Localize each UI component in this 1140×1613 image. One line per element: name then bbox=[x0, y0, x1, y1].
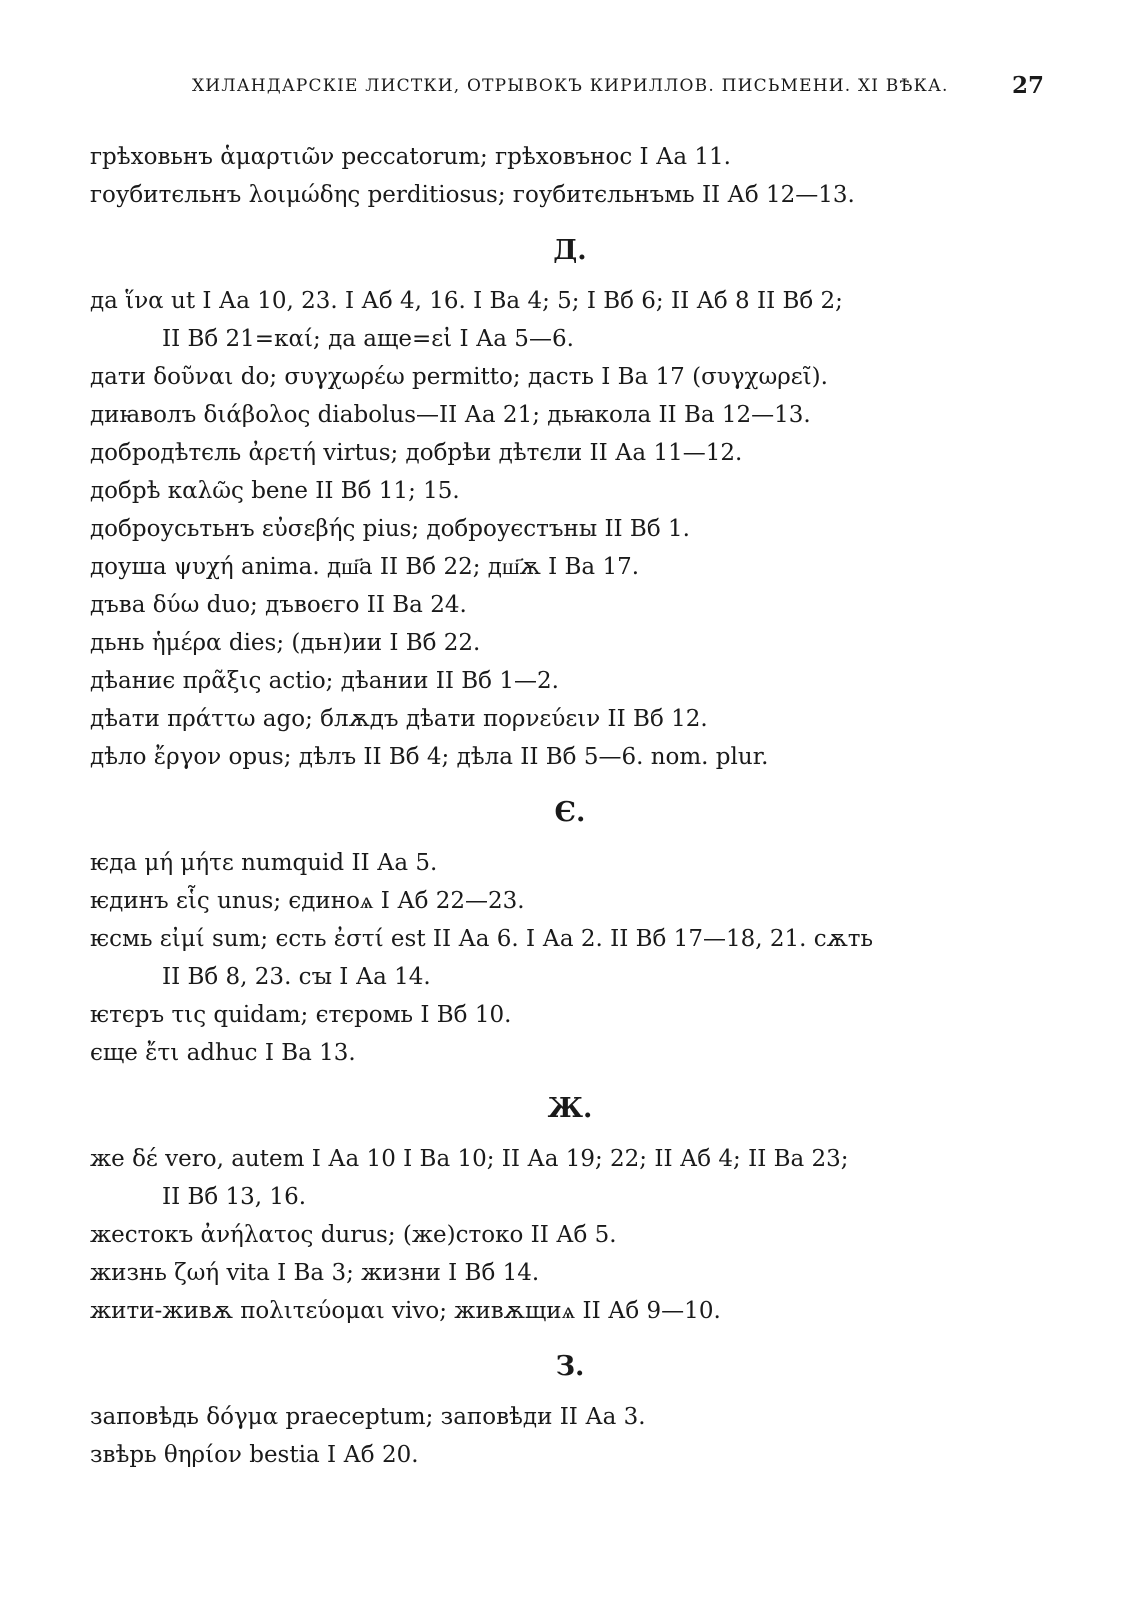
entry-line: диꙗволъ διάβολος diabolus—II Аа 21; дьꙗкола II Ва 12—13. bbox=[90, 402, 811, 428]
entry-line: да ἵνα ut I Аа 10, 23. I Аб 4, 16. I Ва 4; 5; I Вб 6; II Аб 8 II Вб 2; bbox=[90, 288, 843, 314]
entry-line: ѥсмь εἰμί sum; єсть ἐστί est II Аа 6. I Аа 2. II Вб 17—18, 21. сѫть bbox=[90, 926, 874, 952]
entry-line: дѣло ἔργον opus; дѣлъ II Вб 4; дѣла II Вб 5—6. nom. plur. bbox=[90, 744, 769, 770]
entry-line: єще ἔτι adhuc I Ва 13. bbox=[90, 1040, 356, 1066]
section-letter-ye: Є. bbox=[554, 797, 586, 828]
entry-line: дѣаниє πρᾶξις actio; дѣании II Вб 1—2. bbox=[90, 668, 559, 694]
entry-line: жити-живѫ πολιτεύομαι vivo; живѫщиѧ II Аб 9—10. bbox=[90, 1298, 721, 1324]
entry-line: грѣховьнъ ἁμαρτιῶν peccatorum; грѣховънос I Аа 11. bbox=[90, 144, 731, 170]
section-letter-zh: Ж. bbox=[547, 1093, 593, 1124]
dictionary-body bbox=[90, 138, 1050, 1474]
entry-line: дати δοῦναι do; συγχωρέω permitto; дасть I Ва 17 (συγχωρεῖ). bbox=[90, 364, 828, 390]
entry-line: дьнь ἡμέρα dies; (дьн)ии I Вб 22. bbox=[90, 630, 481, 656]
entry-line: гоубитєльнъ λοιμώδης perditiosus; гоубитєльнъмь II Аб 12—13. bbox=[90, 182, 855, 208]
entry-line: ѥтєръ τις quidam; єтєромь I Вб 10. bbox=[90, 1002, 512, 1028]
entry-line: заповѣдь δόγμα praeceptum; заповѣди II Аа 3. bbox=[90, 1404, 646, 1430]
entry-continuation: II Вб 21=καί; да аще=εἰ I Аа 5—6. bbox=[162, 326, 574, 352]
section-letter-z: З. bbox=[555, 1351, 585, 1382]
page-number: 27 bbox=[1012, 72, 1045, 99]
entry-line: ѥдинъ εἷς unus; єдиноѧ I Аб 22—23. bbox=[90, 888, 525, 914]
entry-line: жестокъ ἀνήλατος durus; (же)стоко II Аб 5. bbox=[90, 1222, 617, 1248]
entry-line: добродѣтєль ἀρετή virtus; добрѣи дѣтєли II Аа 11—12. bbox=[90, 440, 743, 466]
entry-line: же δέ vero, autem I Аа 10 I Ва 10; II Аа 19; 22; II Аб 4; II Ва 23; bbox=[90, 1146, 849, 1172]
entry-line: добрѣ καλῶς bene II Вб 11; 15. bbox=[90, 478, 460, 504]
entry-line: доброусьтьнъ εὐσεβής pius; доброуєстъны II Вб 1. bbox=[90, 516, 690, 542]
entry-line: звѣрь θηρίον bestia I Аб 20. bbox=[90, 1442, 419, 1468]
entry-line: дъва δύω duo; дъвоєго II Ва 24. bbox=[90, 592, 467, 618]
running-header bbox=[0, 72, 1140, 106]
entry-line: дѣати πράττω ago; блѫдъ дѣати πορνεύειν II Вб 12. bbox=[90, 706, 708, 732]
entry-continuation: II Вб 8, 23. сꙑ I Аа 14. bbox=[162, 964, 431, 990]
entry-line: ѥда μή μήτε numquid II Аа 5. bbox=[90, 850, 438, 876]
running-title: ХИЛАНДАРСКІЕ ЛИСТКИ, ОТРЫВОКЪ КИРИЛЛОВ. ПИСЬМЕНИ. XI ВѢКА. bbox=[192, 76, 949, 96]
entry-line: доуша ψυχή anima. дш҃а II Вб 22; дш҃ѫ I Ва 17. bbox=[90, 554, 640, 580]
entry-line: жизнь ζωή vita I Ва 3; жизни I Вб 14. bbox=[90, 1260, 540, 1286]
section-letter-d: Д. bbox=[553, 235, 587, 266]
entry-continuation: II Вб 13, 16. bbox=[162, 1184, 307, 1210]
